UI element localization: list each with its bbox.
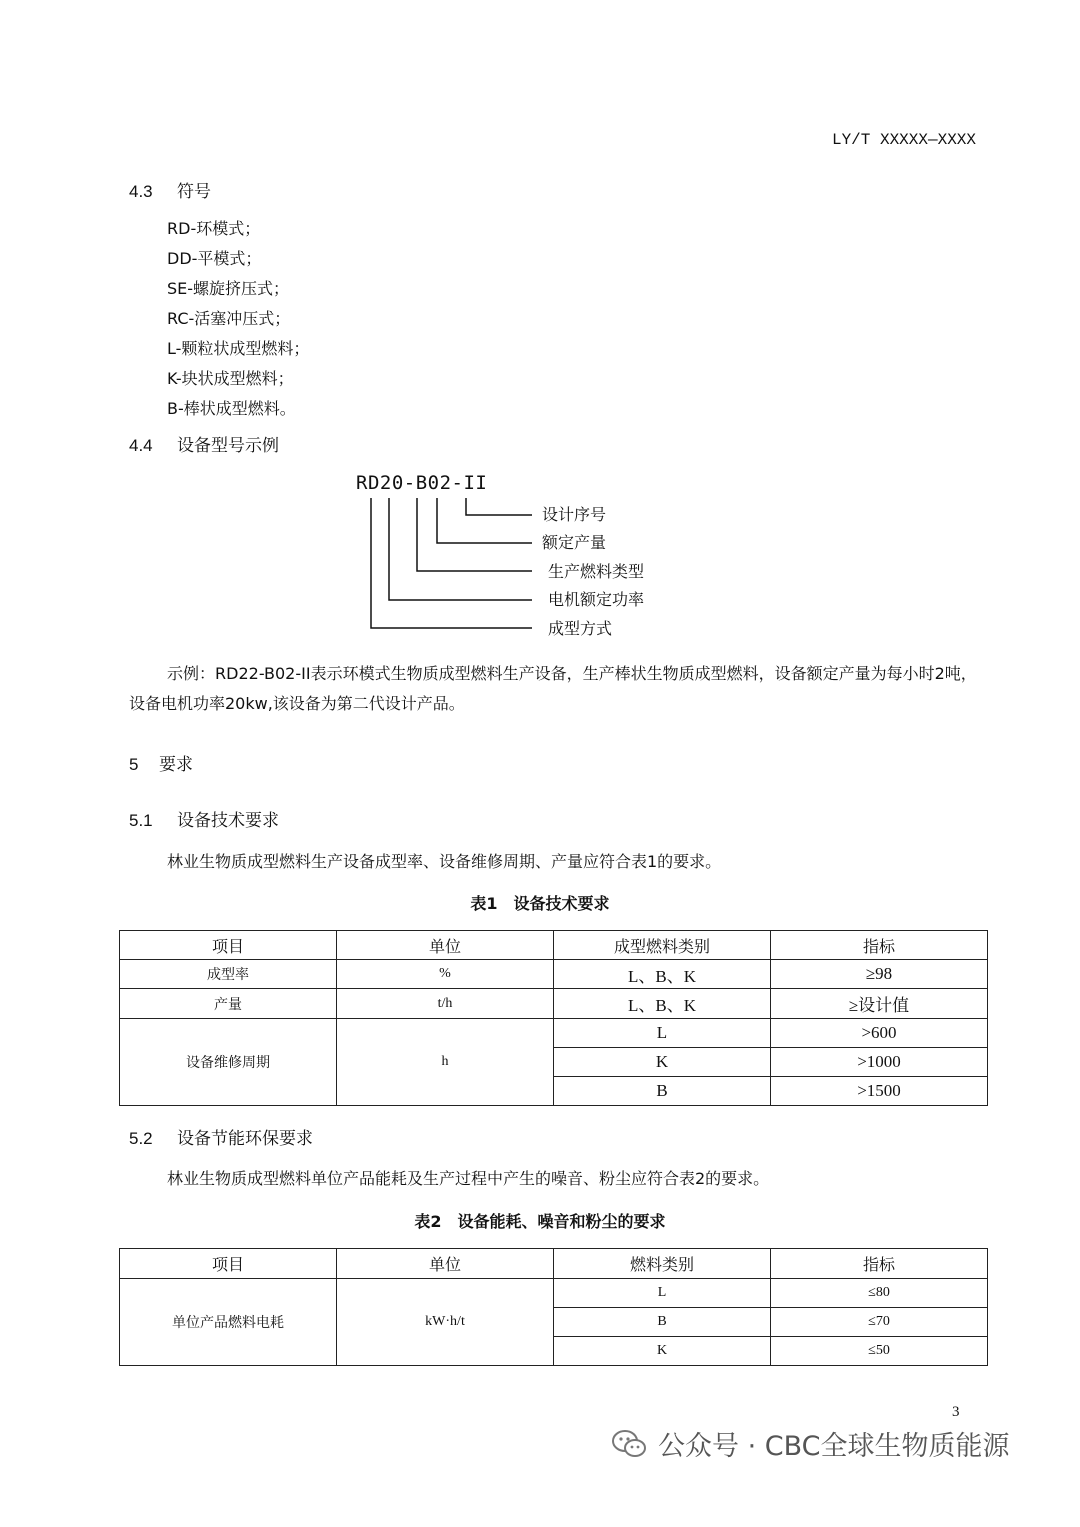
table-cell: 成型率	[120, 960, 337, 989]
table-cell: ≤80	[771, 1279, 988, 1308]
table-row	[120, 989, 988, 1019]
table-cell: B	[554, 1308, 771, 1337]
section-title: 设备节能环保要求	[177, 1129, 313, 1149]
table-2	[119, 1248, 988, 1366]
symbol-item: B-棒状成型燃料。	[167, 399, 296, 418]
model-code-diagram	[0, 0, 1080, 700]
table-1-caption: 表1 设备技术要求	[470, 894, 610, 913]
section-title: 要求	[159, 755, 193, 775]
symbol-item: RC-活塞冲压式；	[167, 309, 291, 328]
wechat-icon	[612, 1429, 646, 1459]
leader-line-rated-output	[437, 498, 532, 543]
symbol-item: L-颗粒状成型燃料；	[167, 339, 310, 358]
table-cell: K	[554, 1048, 771, 1077]
model-code: RD20-B02-II	[356, 472, 488, 494]
table-cell: ≤50	[771, 1337, 988, 1366]
section-title: 设备技术要求	[177, 811, 279, 831]
label-fuel-type: 生产燃料类型	[548, 562, 645, 581]
table-cell: L	[554, 1279, 771, 1308]
table-cell: kW·h/t	[337, 1279, 554, 1366]
section-5-1-heading	[129, 806, 279, 831]
header-cell: 项目	[120, 1249, 337, 1279]
header-cell: 成型燃料类别	[554, 931, 771, 960]
leader-line-fuel-type	[417, 498, 532, 571]
table-1	[119, 930, 988, 1106]
table-cell: >1000	[771, 1048, 988, 1077]
table-row	[120, 1019, 988, 1048]
label-rated-output: 额定产量	[542, 533, 607, 552]
header-cell: 指标	[771, 931, 988, 960]
leader-line-design-serial	[466, 498, 532, 515]
table-cell: %	[337, 960, 554, 989]
section-5-1-paragraph: 林业生物质成型燃料生产设备成型率、设备维修周期、产量应符合表1的要求。	[167, 852, 722, 871]
table-cell: >600	[771, 1019, 988, 1048]
section-title: 设备型号示例	[177, 436, 279, 456]
label-forming-method: 成型方式	[548, 619, 613, 638]
symbol-item: DD-平模式；	[167, 249, 262, 268]
section-5-heading	[129, 750, 193, 775]
section-number: 5	[129, 755, 139, 774]
example-text: RD22-B02-II表示环模式生物质成型燃料生产设备，生产棒状生物质成型燃料，设备额定产量为每小时2吨，设备电机功率20kw,该设备为第二代设计产品。	[129, 664, 977, 713]
symbol-item: K-块状成型燃料；	[167, 369, 294, 388]
watermark	[612, 1424, 1010, 1463]
standard-number: LY/T XXXXX—XXXX	[831, 131, 976, 149]
table-cell: L、B、K	[554, 989, 771, 1019]
table-cell: >1500	[771, 1077, 988, 1106]
table-cell: ≥98	[771, 960, 988, 989]
section-5-2-paragraph: 林业生物质成型燃料单位产品能耗及生产过程中产生的噪音、粉尘应符合表2的要求。	[167, 1169, 770, 1188]
header-cell: 燃料类别	[554, 1249, 771, 1279]
section-number: 5.2	[129, 1129, 153, 1148]
table-cell: 设备维修周期	[120, 1019, 337, 1106]
section-title: 符号	[177, 182, 211, 202]
example-paragraph	[129, 659, 979, 719]
table-cell: L、B、K	[554, 960, 771, 989]
table-cell: ≤70	[771, 1308, 988, 1337]
symbol-item: RD-环模式；	[167, 219, 261, 238]
section-number: 4.3	[129, 182, 153, 201]
table-cell: L	[554, 1019, 771, 1048]
table-header-row	[120, 1249, 988, 1279]
table-cell: h	[337, 1019, 554, 1106]
table-header-row	[120, 931, 988, 960]
header-cell: 指标	[771, 1249, 988, 1279]
section-5-2-heading	[129, 1124, 313, 1149]
header-cell: 项目	[120, 931, 337, 960]
table-row	[120, 960, 988, 989]
leader-line-forming-method	[371, 498, 532, 628]
symbol-item: SE-螺旋挤压式；	[167, 279, 290, 298]
page-number: 3	[952, 1404, 960, 1420]
example-label: 示例：	[167, 664, 216, 683]
header-cell: 单位	[337, 1249, 554, 1279]
leader-line-motor-power	[389, 498, 532, 600]
table-cell: 单位产品燃料电耗	[120, 1279, 337, 1366]
table-cell: ≥设计值	[771, 989, 988, 1019]
label-design-serial: 设计序号	[542, 505, 607, 524]
table-cell: B	[554, 1077, 771, 1106]
section-number: 4.4	[129, 436, 153, 455]
table-row	[120, 1279, 988, 1308]
section-number: 5.1	[129, 811, 153, 830]
table-2-caption: 表2 设备能耗、噪音和粉尘的要求	[414, 1212, 666, 1231]
label-motor-power: 电机额定功率	[548, 590, 645, 609]
watermark-text: 公众号 · CBC全球生物质能源	[658, 1431, 1010, 1462]
header-cell: 单位	[337, 931, 554, 960]
table-cell: K	[554, 1337, 771, 1366]
table-cell: 产量	[120, 989, 337, 1019]
table-cell: t/h	[337, 989, 554, 1019]
